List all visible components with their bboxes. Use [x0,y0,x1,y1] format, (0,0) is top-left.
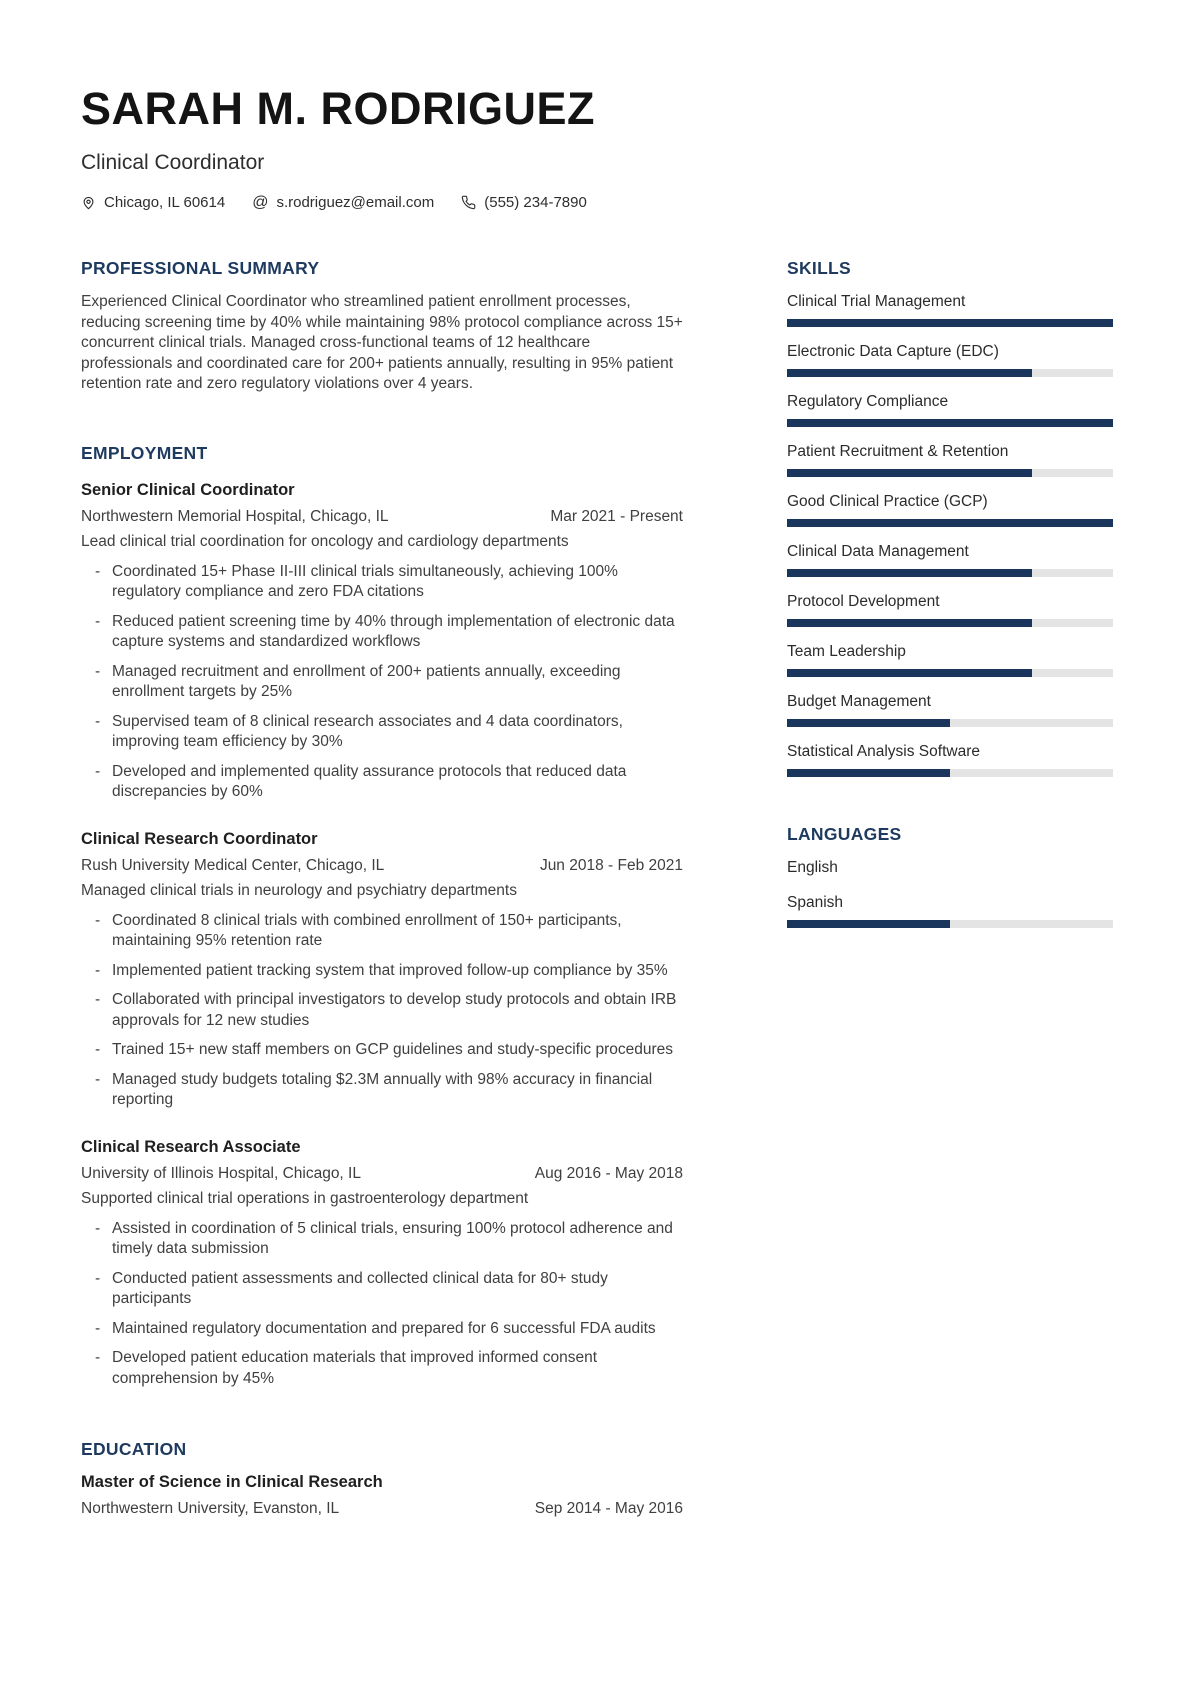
skill-item [787,492,1113,527]
language-list [787,858,1113,928]
job-entry [81,481,683,803]
skill-bar-fill [787,519,1113,527]
skill-bar-track [787,369,1113,377]
job-bullet: - Managed study budgets totaling $2.3M annually with 98% accuracy in financial reporting [95,1070,683,1111]
language-label: English [787,859,838,876]
skill-bar-fill [787,419,1113,427]
job-title: Senior Clinical Coordinator [81,480,295,499]
skill-item [787,692,1113,727]
job-bullet: - Collaborated with principal investigators to develop study protocols and obtain IRB approvals for 12 new studies [95,990,683,1031]
skill-item [787,592,1113,627]
skill-bar-track [787,569,1113,577]
skill-label: Statistical Analysis Software [787,743,980,760]
job-meta [81,856,683,876]
job-description: Lead clinical trial coordination for oncology and cardiology departments [81,532,569,550]
education-dates: Sep 2014 - May 2016 [534,1500,683,1517]
sidebar-column [787,258,1113,944]
contact-location-text: Chicago, IL 60614 [104,194,226,211]
job-meta [81,507,683,527]
job-dates: Aug 2016 - May 2018 [534,1164,683,1182]
person-title: Clinical Coordinator [81,151,265,174]
job-bullet: - Supervised team of 8 clinical research associates and 4 data coordinators, improving team efficiency by 30% [95,712,683,753]
education-meta [81,1499,683,1519]
summary-section [81,258,683,395]
skill-bar-track [787,469,1113,477]
job-bullet: - Coordinated 8 clinical trials with combined enrollment of 150+ participants, maintaining 95% retention rate [95,911,683,952]
job-bullet: - Developed and implemented quality assurance protocols that reduced data discrepancies by 60% [95,762,683,803]
job-bullet: - Assisted in coordination of 5 clinical trials, ensuring 100% protocol adherence and timely data submission [95,1219,683,1260]
person-name: SARAH M. RODRIGUEZ [81,83,595,134]
employment-section [81,443,683,1390]
skills-heading: SKILLS [787,258,852,278]
skill-label: Clinical Trial Management [787,293,966,310]
skill-label: Good Clinical Practice (GCP) [787,493,988,510]
skill-item [787,742,1113,777]
skill-item [787,392,1113,427]
education-school: Northwestern University, Evanston, IL [81,1500,340,1517]
skill-bar-fill [787,469,1032,477]
job-bullets [81,911,683,1111]
job-bullet: - Implemented patient tracking system that improved follow-up compliance by 35% [95,961,683,982]
job-entry [81,830,683,1111]
skill-item [787,442,1113,477]
job-bullet: - Managed recruitment and enrollment of 200+ patients annually, exceeding enrollment targets by 25% [95,662,683,703]
skill-bar-track [787,719,1113,727]
job-description: Supported clinical trial operations in gastroenterology department [81,1189,529,1207]
summary-heading: PROFESSIONAL SUMMARY [81,258,320,278]
skill-bar-track [787,319,1113,327]
education-degree: Master of Science in Clinical Research [81,1473,383,1491]
job-bullet: - Developed patient education materials that improved informed consent comprehension by 45% [95,1348,683,1389]
languages-heading: LANGUAGES [787,824,902,844]
skill-bar-fill [787,569,1032,577]
job-title: Clinical Research Coordinator [81,829,318,848]
contact-location [81,194,225,211]
skill-bar-fill [787,669,1032,677]
content-columns [81,258,1113,1524]
employment-heading: EMPLOYMENT [81,442,208,463]
skill-bar-track [787,619,1113,627]
skill-label: Team Leadership [787,643,906,660]
skill-bar-fill [787,369,1032,377]
skill-label: Regulatory Compliance [787,393,949,410]
job-description: Managed clinical trials in neurology and psychiatry departments [81,881,517,899]
job-company: University of Illinois Hospital, Chicago, IL [81,1164,361,1182]
skill-item [787,542,1113,577]
phone-icon [461,195,476,210]
skill-item [787,642,1113,677]
education-section [81,1439,683,1519]
skill-bar-fill [787,619,1032,627]
job-dates: Mar 2021 - Present [550,507,683,525]
skill-bar-track [787,419,1113,427]
job-bullet: - Coordinated 15+ Phase II-III clinical trials simultaneously, achieving 100% regulatory compliance and zero FDA citations [95,562,683,603]
main-column [81,258,683,1524]
location-pin-icon [81,195,96,211]
skill-item [787,292,1113,327]
job-bullet: - Conducted patient assessments and collected clinical data for 80+ study participants [95,1269,683,1310]
skill-bar-track [787,769,1113,777]
skill-label: Electronic Data Capture (EDC) [787,343,999,360]
skill-bar-fill [787,920,950,928]
job-meta [81,1164,683,1184]
contact-phone-text: (555) 234-7890 [484,194,587,211]
job-entry [81,1138,683,1390]
job-dates: Jun 2018 - Feb 2021 [539,856,683,874]
contact-email [252,194,434,211]
skill-list [787,292,1113,777]
languages-section [787,824,1113,928]
skill-bar-fill [787,719,950,727]
skill-label: Patient Recruitment & Retention [787,443,1009,460]
skill-item [787,342,1113,377]
job-bullets [81,562,683,803]
job-company: Rush University Medical Center, Chicago, IL [81,856,385,874]
job-bullet: - Trained 15+ new staff members on GCP guidelines and study-specific procedures [95,1040,683,1061]
language-item [787,893,1113,928]
skill-bar-track [787,669,1113,677]
job-bullet: - Maintained regulatory documentation and prepared for 6 successful FDA audits [95,1319,683,1340]
contact-phone [461,194,587,211]
language-item [787,858,1113,877]
skills-section [787,258,1113,777]
skill-bar-fill [787,769,950,777]
contact-email-text: s.rodriguez@email.com [276,194,435,211]
summary-text: Experienced Clinical Coordinator who streamlined patient enrollment processes, reducing screening time by 40% while maintaining 98% protocol compliance across 15+ concurrent clinical trials. Managed cross-functional teams of 12 healthcare professionals and coordinated care for 200+ patients annually, resulting in 95% patient retention rate and zero regulatory violations over 4 years. [81,293,683,392]
education-heading: EDUCATION [81,1439,187,1459]
skill-bar-track [787,920,1113,928]
contact-row [81,194,1113,211]
skill-bar-fill [787,319,1113,327]
skill-bar-track [787,519,1113,527]
job-company: Northwestern Memorial Hospital, Chicago, IL [81,507,389,525]
skill-label: Budget Management [787,693,931,710]
job-title: Clinical Research Associate [81,1137,301,1156]
language-label: Spanish [787,894,844,911]
at-sign-icon: @ [252,193,269,211]
job-bullets [81,1219,683,1390]
skill-label: Clinical Data Management [787,543,969,560]
job-bullet: - Reduced patient screening time by 40% through implementation of electronic data capture systems and standardized workflows [95,612,683,653]
skill-label: Protocol Development [787,593,940,610]
job-list [81,481,683,1390]
